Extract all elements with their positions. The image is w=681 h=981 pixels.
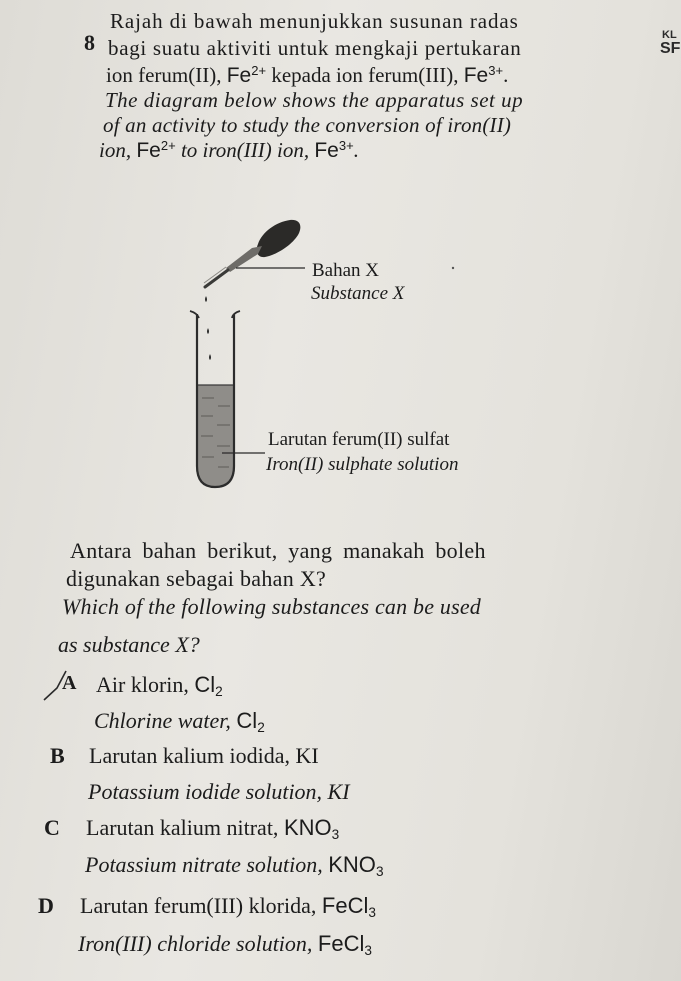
option-a-formula-base-en: Cl <box>236 708 258 733</box>
stem-english-line-2: of an activity to study the conversion of iron(II) <box>103 113 512 137</box>
option-a-formula <box>194 672 223 700</box>
option-c-malay-text: Larutan kalium nitrat, <box>86 815 284 840</box>
stem-malay-line-2: bagi suatu aktiviti untuk mengkaji pertukaran <box>108 36 522 60</box>
option-d-letter: D <box>38 893 54 918</box>
option-d-english <box>78 931 372 957</box>
fe2-charge: 2+ <box>251 62 267 78</box>
option-a-malay <box>96 672 223 698</box>
stem-malay-line-1: Rajah di bawah menunjukkan susunan radas <box>110 9 519 33</box>
option-c-english <box>85 852 384 878</box>
label-solution-malay: Larutan ferum(II) sulfat <box>268 429 450 450</box>
fe2-base-en: Fe <box>136 139 161 162</box>
margin-mark-top: KL <box>662 29 677 41</box>
fe3-base: Fe <box>463 64 489 87</box>
option-a-english <box>94 708 265 734</box>
drop-3 <box>209 354 211 360</box>
stem-malay-text-a: ion ferum(II), <box>106 63 227 87</box>
fe2-base: Fe <box>226 64 252 87</box>
label-substance-english: Substance X <box>311 283 405 304</box>
option-d-english-text: Iron(III) chloride solution, <box>78 931 318 956</box>
stem-english-line-1: The diagram below shows the apparatus set up <box>105 88 524 112</box>
fe2-charge-en: 2+ <box>160 137 176 153</box>
prompt-english-line-1: Which of the following substances can be used <box>62 594 481 619</box>
option-a-formula-en <box>236 708 265 736</box>
option-d-formula <box>321 893 376 921</box>
label-solution-english: Iron(II) sulphate solution <box>266 454 459 475</box>
option-c-formula-base: KNO <box>283 815 332 840</box>
option-a-formula-sub: 2 <box>215 684 223 700</box>
option-c-formula <box>283 815 340 843</box>
dropper <box>204 220 300 287</box>
option-c-letter: C <box>44 815 60 840</box>
stem-english-line-3: ion, $Fe^{2+}$ to iron(III) ion, $Fe^{3+}$. <box>99 137 359 162</box>
option-d-formula-sub-en: 3 <box>364 943 372 959</box>
option-b-letter: B <box>50 743 65 768</box>
option-c-formula-base-en: KNO <box>328 852 376 877</box>
fe3-charge-en: 3+ <box>338 137 354 153</box>
stem-english-text-b: to iron(III) ion, <box>175 138 315 162</box>
option-d-formula-base-en: FeCl <box>317 931 365 956</box>
prompt-malay-line-1: Antara bahan berikut, yang manakah boleh <box>70 538 486 563</box>
option-d-malay <box>80 893 376 919</box>
option-d-formula-en <box>317 931 372 959</box>
prompt-malay-line-2: digunakan sebagai bahan X? <box>66 566 327 591</box>
drop-1 <box>205 296 207 302</box>
option-d-malay-text: Larutan ferum(III) klorida, <box>80 893 322 918</box>
label-substance-malay: Bahan X <box>312 260 380 281</box>
option-a-formula-sub-en: 2 <box>257 720 265 736</box>
option-c-english-text: Potassium nitrate solution, <box>85 852 329 877</box>
option-b-english: Potassium iodide solution, KI <box>88 779 350 804</box>
option-a-english-text: Chlorine water, <box>94 708 237 733</box>
option-c-malay <box>86 815 339 841</box>
fe3-base-en: Fe <box>314 139 339 162</box>
margin-mark-bottom: SF <box>660 40 681 57</box>
option-a-malay-text: Air klorin, <box>96 672 195 697</box>
option-d-formula-base: FeCl <box>321 893 369 918</box>
question-number: 8 <box>84 30 95 55</box>
option-c-formula-sub-en: 3 <box>375 864 384 880</box>
stem-malay-text-b: kepada ion ferum(III), <box>266 63 464 87</box>
option-a-formula-base: Cl <box>194 672 216 697</box>
prompt-english-line-2: as substance X? <box>58 632 200 657</box>
stem-malay-line-3: ion ferum(II), $Fe^{2+}$ kepada ion ferum(III), $Fe^{3+}$. <box>106 62 509 87</box>
option-b-malay: Larutan kalium iodida, KI <box>89 743 319 768</box>
option-c-formula-en <box>328 852 384 880</box>
fe3-charge: 3+ <box>488 62 504 78</box>
drop-2 <box>207 328 209 334</box>
option-c-formula-sub: 3 <box>331 827 340 843</box>
option-a-letter: A <box>62 672 77 694</box>
option-d-formula-sub: 3 <box>368 905 376 921</box>
test-tube <box>190 311 240 488</box>
speck <box>452 267 454 269</box>
stem-english-text-a: ion, <box>99 138 137 162</box>
